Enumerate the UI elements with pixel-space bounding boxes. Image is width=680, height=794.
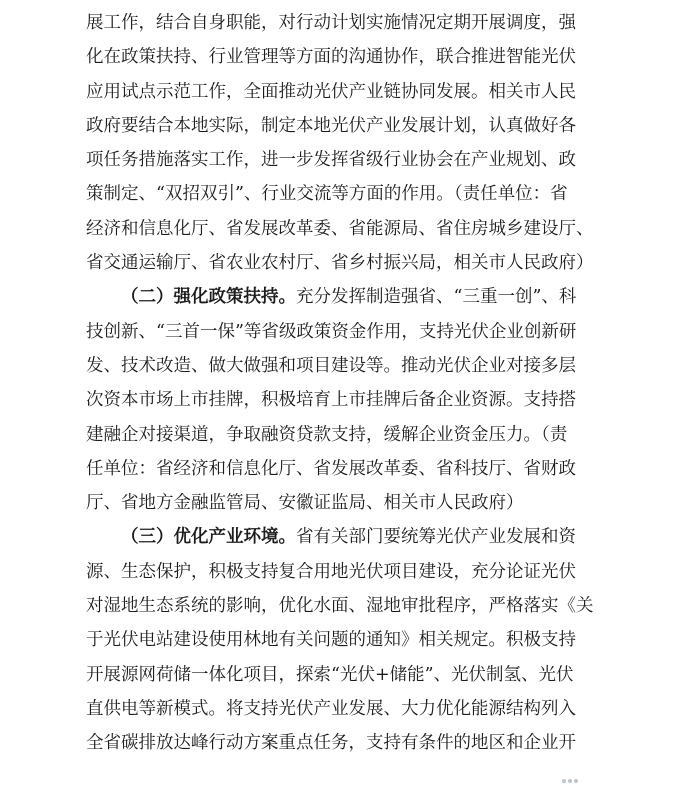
section-2-heading: （二）强化政策扶持。 [121, 287, 296, 308]
section-3-first-line-text: 省有关部门要统筹光伏产业发展和资 [296, 527, 576, 548]
paragraph-line: 次资本市场上市挂牌，积极培育上市挂牌后备企业资源。支持搭 [86, 390, 576, 411]
paragraph-line: 任单位：省经济和信息化厅、省发展改革委、省科技厅、省财政 [86, 458, 576, 479]
paragraph-line: 源、生态保护，积极支持复合用地光伏项目建设，充分论证光伏 [86, 561, 576, 582]
section-3-first-line [86, 520, 606, 554]
paragraph-line: 直供电等新模式。将支持光伏产业发展、大力优化能源结构列入 [86, 698, 576, 719]
paragraph-line: 于光伏电站建设使用林地有关问题的通知》相关规定。积极支持 [86, 630, 576, 651]
paragraph-line: 策制定、“双招双引”、行业交流等方面的作用。（责任单位：省 [86, 184, 568, 205]
paragraph-line: 建融企对接渠道，争取融资贷款支持，缓解企业资金压力。（责 [86, 424, 568, 445]
paragraph-line: 展工作，结合自身职能，对行动计划实施情况定期开展调度，强 [86, 13, 576, 33]
paragraph-line: 应用试点示范工作，全面推动光伏产业链协同发展。相关市人民 [86, 81, 576, 102]
paragraph-line: 项任务措施落实工作，进一步发挥省级行业协会在产业规划、政 [86, 150, 576, 171]
paragraph-line: 省交通运输厅、省农业农村厅、省乡村振兴局，相关市人民政府） [86, 253, 594, 274]
document-body [86, 0, 606, 761]
section-2-first-line [86, 280, 606, 314]
paragraph-line: 经济和信息化厅、省发展改革委、省能源局、省住房城乡建设厅、 [86, 218, 594, 239]
paragraph-line: 厅、省地方金融监管局、安徽证监局、相关市人民政府） [86, 493, 524, 514]
paragraph-line: 化在政策扶持、行业管理等方面的沟通协作，联合推进智能光伏 [86, 47, 576, 68]
paragraph-line: 开展源网荷储一体化项目，探索“光伏+储能”、光伏制氢、光伏 [86, 664, 574, 685]
paragraph-line: 发、技术改造、做大做强和项目建设等。推动光伏企业对接多层 [86, 355, 576, 376]
paragraph-line: 全省碳排放达峰行动方案重点任务，支持有条件的地区和企业开 [86, 733, 576, 754]
paragraph-line: 政府要结合本地实际，制定本地光伏产业发展计划，认真做好各 [86, 115, 576, 136]
paragraph-line: 对湿地生态系统的影响，优化水面、湿地审批程序，严格落实《关 [86, 596, 594, 617]
paragraph-line: 技创新、“三首一保”等省级政策资金作用，支持光伏企业创新研 [86, 321, 577, 342]
watermark-dots-icon [562, 770, 590, 778]
section-2-first-line-text: 充分发挥制造强省、“三重一创”、科 [296, 287, 577, 308]
section-3-heading: （三）优化产业环境。 [121, 527, 296, 548]
